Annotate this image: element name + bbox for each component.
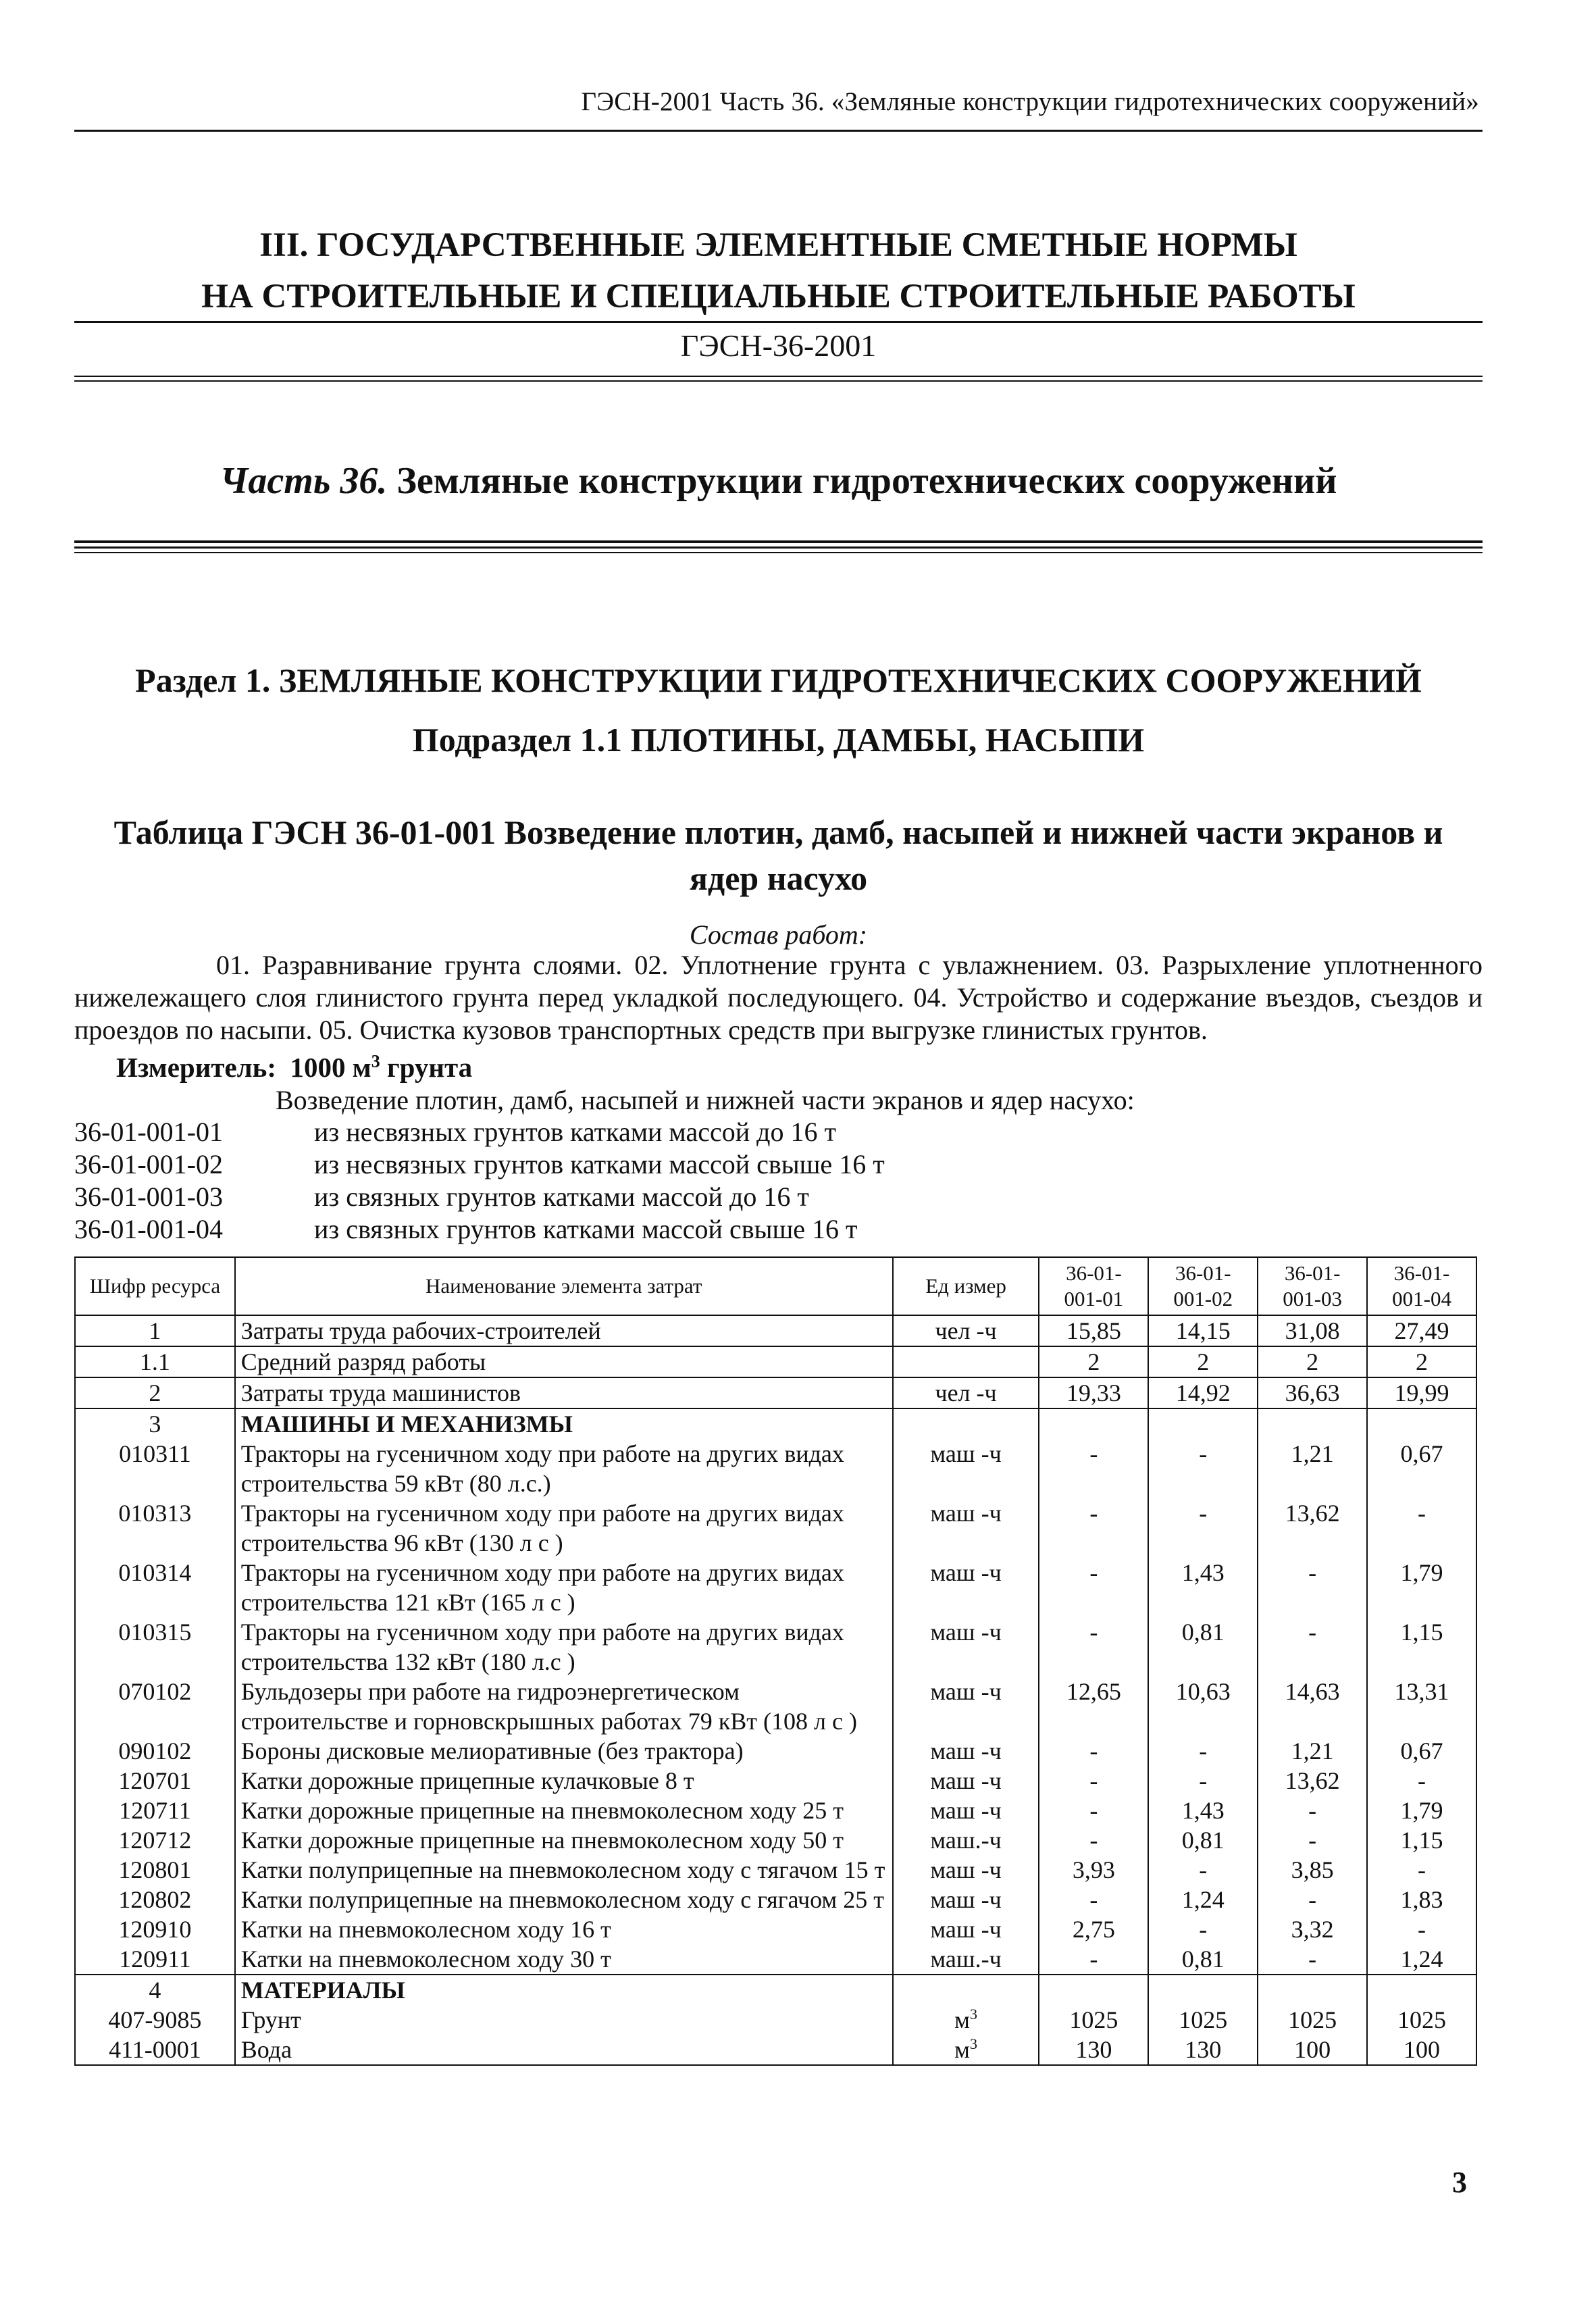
variant-code: 36-01-001-03 [74, 1181, 223, 1212]
cell-value-3 [1258, 1408, 1367, 1439]
cell-value-2: 14,92 [1148, 1377, 1258, 1408]
cell-code: 010313 [75, 1498, 235, 1558]
podrazdel-title: Подраздел 1.1 ПЛОТИНЫ, ДАМБЫ, НАСЫПИ [412, 721, 1145, 759]
cell-value-2: 0,81 [1148, 1617, 1258, 1677]
unit-text: маш -ч [930, 1767, 1002, 1794]
cell-value-4: 2 [1367, 1346, 1476, 1377]
cell-unit [893, 1825, 1039, 1855]
unit-text: маш -ч [930, 1678, 1002, 1705]
cell-code: 010311 [75, 1439, 235, 1498]
cell-value-3: - [1258, 1885, 1367, 1914]
cell-unit [893, 1944, 1039, 1975]
cell-unit [893, 1498, 1039, 1558]
header-col-3: 36-01- 001-03 [1258, 1257, 1367, 1315]
cell-name: Грунт [235, 2005, 893, 2035]
cell-value-3: 14,63 [1258, 1677, 1367, 1736]
cell-value-4: - [1367, 1766, 1476, 1796]
cell-name: Тракторы на гусеничном ходу при работе на других видах строительства 59 кВт (80 л.с.) [235, 1439, 893, 1498]
cell-value-4: - [1367, 1855, 1476, 1885]
cell-code: 120911 [75, 1944, 235, 1975]
cell-value-3: - [1258, 1617, 1367, 1677]
cell-value-2 [1148, 1975, 1258, 2005]
cell-code: 2 [75, 1377, 235, 1408]
unit-text: м [954, 2036, 970, 2063]
part-title-text: Земляные конструкции гидротехнических сооружений [396, 460, 1337, 502]
cell-value-2: - [1148, 1736, 1258, 1766]
cell-value-2 [1148, 1408, 1258, 1439]
unit-text: маш -ч [930, 1500, 1002, 1527]
cell-unit [893, 1885, 1039, 1914]
cell-value-1: - [1039, 1885, 1148, 1914]
work-composition-text: 01. Разравнивание грунта слоями. 02. Уплотнение грунта с увлажнением. 03. Разрыхление уплотненного нижележащего слоя глинистого грунта перед укладкой последующего. 04. Устройство и содержание въездов, съездов и проездов по насыпи. 05. Очистка кузовов транспортных средств при выгрузке глинистых грунтов. [74, 950, 1483, 1045]
cell-code: 120801 [75, 1855, 235, 1885]
cell-unit [893, 1855, 1039, 1885]
unit-text: чел -ч [935, 1317, 997, 1344]
cell-value-3: 3,85 [1258, 1855, 1367, 1885]
cell-code: 3 [75, 1408, 235, 1439]
section-title-line1: III. ГОСУДАРСТВЕННЫЕ ЭЛЕМЕНТНЫЕ СМЕТНЫЕ НОРМЫ [259, 226, 1297, 264]
cell-value-3: 1025 [1258, 2005, 1367, 2035]
cell-value-2: - [1148, 1766, 1258, 1796]
cell-value-1 [1039, 1975, 1148, 2005]
code-rule-top [74, 321, 1483, 323]
table-row [75, 1346, 1476, 1377]
cell-value-4: 1,24 [1367, 1944, 1476, 1975]
cell-unit [893, 1617, 1039, 1677]
cell-code: 010314 [75, 1558, 235, 1617]
cell-name: Затраты труда машинистов [235, 1377, 893, 1408]
cell-unit [893, 1315, 1039, 1346]
cell-value-3: 2 [1258, 1346, 1367, 1377]
cell-unit [893, 1736, 1039, 1766]
table-row [75, 1315, 1476, 1346]
unit-text: маш -ч [930, 1797, 1002, 1824]
cell-code: 120701 [75, 1766, 235, 1796]
cell-value-3: 1,21 [1258, 1439, 1367, 1498]
norm-code: ГЭСН-36-2001 [680, 328, 877, 363]
measure-label: Измеритель: [116, 1052, 277, 1083]
cell-value-2: 1025 [1148, 2005, 1258, 2035]
cell-code: 411-0001 [75, 2035, 235, 2065]
cell-value-4: 1,79 [1367, 1796, 1476, 1825]
cell-value-4: 100 [1367, 2035, 1476, 2065]
cell-value-3: 36,63 [1258, 1377, 1367, 1408]
table-row [75, 1975, 1476, 2005]
table-row [75, 1885, 1476, 1914]
cell-name: Вода [235, 2035, 893, 2065]
cell-name: Тракторы на гусеничном ходу при работе на других видах строительства 132 кВт (180 л.с ) [235, 1617, 893, 1677]
running-head: ГЭСН-2001 Часть 36. «Земляные конструкции гидротехнических сооружений» [581, 87, 1479, 116]
cell-value-2: - [1148, 1855, 1258, 1885]
unit-text: маш -ч [930, 1916, 1002, 1943]
cell-value-1: 2 [1039, 1346, 1148, 1377]
unit-text: маш -ч [930, 1559, 1002, 1586]
section-title-line2: НА СТРОИТЕЛЬНЫЕ И СПЕЦИАЛЬНЫЕ СТРОИТЕЛЬНЫЕ РАБОТЫ [201, 278, 1356, 315]
cell-value-4: - [1367, 1498, 1476, 1558]
cell-name: Катки дорожные прицепные на пневмоколесном ходу 50 т [235, 1825, 893, 1855]
header-col-4: 36-01- 001-04 [1367, 1257, 1476, 1315]
cell-value-1: 19,33 [1039, 1377, 1148, 1408]
variant-code: 36-01-001-02 [74, 1149, 223, 1179]
code-rule-bottom-2 [74, 380, 1483, 382]
cell-value-3: - [1258, 1558, 1367, 1617]
cell-value-3: 13,62 [1258, 1498, 1367, 1558]
cell-unit [893, 1558, 1039, 1617]
header-code: Шифр ресурса [75, 1257, 235, 1315]
cell-value-3: 31,08 [1258, 1315, 1367, 1346]
part-title [74, 459, 1483, 503]
cell-value-3: 13,62 [1258, 1766, 1367, 1796]
table-row [75, 1736, 1476, 1766]
cell-value-1: 15,85 [1039, 1315, 1148, 1346]
cell-value-3: - [1258, 1825, 1367, 1855]
cell-value-1: 1025 [1039, 2005, 1148, 2035]
cell-value-2: 2 [1148, 1346, 1258, 1377]
header-col-2: 36-01- 001-02 [1148, 1257, 1258, 1315]
cell-value-2: 1,43 [1148, 1796, 1258, 1825]
cell-value-2: 1,24 [1148, 1885, 1258, 1914]
cell-unit [893, 1796, 1039, 1825]
cell-value-2: 0,81 [1148, 1944, 1258, 1975]
cell-code: 120802 [75, 1885, 235, 1914]
cell-code: 1 [75, 1315, 235, 1346]
measure-value: 1000 м [290, 1052, 371, 1083]
cell-name: Бульдозеры при работе на гидроэнергетическом строительстве и горновскрышных работах 79 кВт (108 л с ) [235, 1677, 893, 1736]
cell-value-4 [1367, 1408, 1476, 1439]
cell-unit [893, 1377, 1039, 1408]
cell-value-1: - [1039, 1617, 1148, 1677]
cell-name: Катки дорожные прицепные на пневмоколесном ходу 25 т [235, 1796, 893, 1825]
unit-text: маш.-ч [930, 1827, 1002, 1854]
variant-text: из связных грунтов катками массой до 16 т [314, 1181, 809, 1212]
cell-unit [893, 2035, 1039, 2065]
cell-unit [893, 1408, 1039, 1439]
unit-text: маш -ч [930, 1886, 1002, 1913]
header-name: Наименование элемента затрат [235, 1257, 893, 1315]
cell-name: Затраты труда рабочих-строителей [235, 1315, 893, 1346]
table-row [75, 2005, 1476, 2035]
cell-value-4: 13,31 [1367, 1677, 1476, 1736]
table-title [74, 809, 1483, 901]
table-row [75, 1855, 1476, 1885]
code-rule-bottom-1 [74, 376, 1483, 377]
variant-text: из несвязных грунтов катками массой до 16 т [314, 1117, 836, 1147]
cell-value-1: - [1039, 1558, 1148, 1617]
unit-text: чел -ч [935, 1379, 997, 1406]
measure-unit: грунта [386, 1052, 473, 1083]
part-rule-1 [74, 540, 1483, 543]
section-title [74, 220, 1483, 322]
cell-code: 4 [75, 1975, 235, 2005]
cell-value-4 [1367, 1975, 1476, 2005]
unit-text: маш -ч [930, 1619, 1002, 1646]
table-row [75, 1825, 1476, 1855]
variant-text: из несвязных грунтов катками массой свыше 16 т [314, 1149, 885, 1179]
cell-value-1: - [1039, 1766, 1148, 1796]
cell-value-1: 130 [1039, 2035, 1148, 2065]
unit-text: маш -ч [930, 1440, 1002, 1467]
work-composition-label: Состав работ: [689, 919, 868, 950]
cell-name: Тракторы на гусеничном ходу при работе на других видах строительства 96 кВт (130 л с ) [235, 1498, 893, 1558]
cell-value-1: - [1039, 1498, 1148, 1558]
table-row [75, 1766, 1476, 1796]
variant-code: 36-01-001-04 [74, 1214, 223, 1244]
part-rule-3 [74, 552, 1483, 553]
cell-value-1 [1039, 1408, 1148, 1439]
page-number: 3 [1452, 2166, 1467, 2199]
cell-code: 070102 [75, 1677, 235, 1736]
cell-value-4: 0,67 [1367, 1736, 1476, 1766]
cell-value-4: 1025 [1367, 2005, 1476, 2035]
cell-value-2: 14,15 [1148, 1315, 1258, 1346]
table-row [75, 1439, 1476, 1498]
cell-name: Катки на пневмоколесном ходу 30 т [235, 1944, 893, 1975]
cell-value-4: 27,49 [1367, 1315, 1476, 1346]
cell-value-2: 130 [1148, 2035, 1258, 2065]
table-title-line1: Таблица ГЭСН 36-01-001 Возведение плотин, дамб, насыпей и нижней части экранов и [113, 813, 1443, 851]
cell-name: МАШИНЫ И МЕХАНИЗМЫ [235, 1408, 893, 1439]
norms-table [74, 1256, 1477, 2066]
part-label: Часть 36. [220, 460, 388, 502]
unit-sup: 3 [969, 2035, 977, 2052]
unit-text: м [954, 2006, 970, 2033]
cell-value-1: - [1039, 1736, 1148, 1766]
cell-name: Бороны дисковые мелиоративные (без трактора) [235, 1736, 893, 1766]
cell-value-1: - [1039, 1944, 1148, 1975]
unit-text: маш -ч [930, 1737, 1002, 1764]
cell-name: Катки полуприцепные на пневмоколесном ходу с гягачом 25 т [235, 1885, 893, 1914]
cell-unit [893, 1766, 1039, 1796]
unit-text: маш.-ч [930, 1946, 1002, 1973]
unit-sup: 3 [969, 2006, 977, 2023]
cell-name: Средний разряд работы [235, 1346, 893, 1377]
cell-code: 120712 [75, 1825, 235, 1855]
variants-heading: Возведение плотин, дамб, насыпей и нижней части экранов и ядер насухо: [276, 1085, 1135, 1115]
part-rule-2 [74, 547, 1483, 549]
cell-value-1: - [1039, 1796, 1148, 1825]
cell-value-4: - [1367, 1914, 1476, 1944]
table-row [75, 1796, 1476, 1825]
measure-sup: 3 [371, 1051, 380, 1071]
cell-code: 010315 [75, 1617, 235, 1677]
cell-name: Тракторы на гусеничном ходу при работе на других видах строительства 121 кВт (165 л с ) [235, 1558, 893, 1617]
cell-value-2: 1,43 [1148, 1558, 1258, 1617]
cell-value-2: 0,81 [1148, 1825, 1258, 1855]
table-row [75, 1498, 1476, 1558]
cell-unit [893, 1677, 1039, 1736]
table-row [75, 1677, 1476, 1736]
cell-code: 120910 [75, 1914, 235, 1944]
cell-value-1: 3,93 [1039, 1855, 1148, 1885]
cell-value-4: 0,67 [1367, 1439, 1476, 1498]
cell-value-1: 2,75 [1039, 1914, 1148, 1944]
cell-value-4: 1,83 [1367, 1885, 1476, 1914]
header-rule [74, 130, 1483, 132]
cell-name: Катки на пневмоколесном ходу 16 т [235, 1914, 893, 1944]
cell-value-3: - [1258, 1796, 1367, 1825]
table-row [75, 2035, 1476, 2065]
cell-unit [893, 1914, 1039, 1944]
cell-name: Катки дорожные прицепные кулачковые 8 т [235, 1766, 893, 1796]
cell-value-1: 12,65 [1039, 1677, 1148, 1736]
cell-value-2: - [1148, 1439, 1258, 1498]
variant-text: из связных грунтов катками массой свыше 16 т [314, 1214, 858, 1244]
cell-value-3 [1258, 1975, 1367, 2005]
cell-value-3: - [1258, 1944, 1367, 1975]
header-col-1: 36-01- 001-01 [1039, 1257, 1148, 1315]
cell-code: 407-9085 [75, 2005, 235, 2035]
cell-value-4: 1,15 [1367, 1825, 1476, 1855]
table-row [75, 1408, 1476, 1439]
cell-code: 090102 [75, 1736, 235, 1766]
cell-unit [893, 1975, 1039, 2005]
cell-code: 1.1 [75, 1346, 235, 1377]
cell-value-4: 19,99 [1367, 1377, 1476, 1408]
cell-unit [893, 1346, 1039, 1377]
cell-value-3: 1,21 [1258, 1736, 1367, 1766]
cell-name: Катки полуприцепные на пневмоколесном ходу с тягачом 15 т [235, 1855, 893, 1885]
cell-name: МАТЕРИАЛЫ [235, 1975, 893, 2005]
razdel-title: Раздел 1. ЗЕМЛЯНЫЕ КОНСТРУКЦИИ ГИДРОТЕХНИЧЕСКИХ СООРУЖЕНИЙ [135, 661, 1422, 699]
cell-value-4: 1,15 [1367, 1617, 1476, 1677]
cell-value-1: - [1039, 1825, 1148, 1855]
cell-value-4: 1,79 [1367, 1558, 1476, 1617]
table-row [75, 1944, 1476, 1975]
cell-value-3: 3,32 [1258, 1914, 1367, 1944]
measure [116, 1051, 472, 1084]
cell-unit [893, 1439, 1039, 1498]
cell-code: 120711 [75, 1796, 235, 1825]
variant-code: 36-01-001-01 [74, 1117, 223, 1147]
cell-value-2: - [1148, 1498, 1258, 1558]
table-row [75, 1617, 1476, 1677]
table-header-row [75, 1257, 1476, 1315]
table-title-line2: ядер насухо [689, 859, 868, 897]
cell-value-3: 100 [1258, 2035, 1367, 2065]
cell-value-2: 10,63 [1148, 1677, 1258, 1736]
table-row [75, 1914, 1476, 1944]
cell-value-1: - [1039, 1439, 1148, 1498]
header-unit: Ед измер [893, 1257, 1039, 1315]
cell-value-2: - [1148, 1914, 1258, 1944]
table-row [75, 1377, 1476, 1408]
cell-unit [893, 2005, 1039, 2035]
unit-text: маш -ч [930, 1856, 1002, 1883]
table-row [75, 1558, 1476, 1617]
